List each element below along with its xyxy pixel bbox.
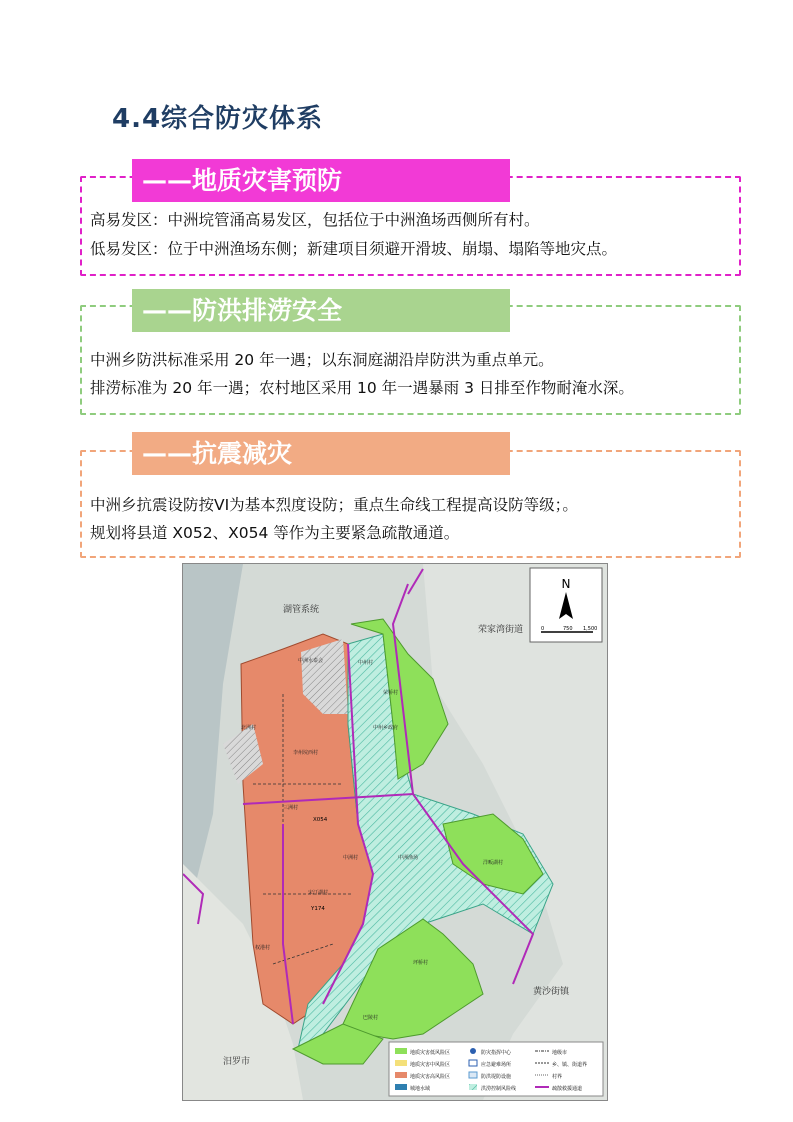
legend-label: 应急避难场所 [481,1062,512,1068]
village-label: 洋畈湖村 [483,860,504,866]
north-label: N [561,577,571,591]
place-rongjiawan: 荣家湾街道 [478,625,524,635]
village-label: 宋汀湖村 [308,890,329,896]
quake-heading: ——抗震减灾 [132,432,510,475]
legend-label: 乡、镇、街道界 [552,1062,588,1068]
map-legend [389,1042,603,1096]
village-label: 权港村 [255,945,271,951]
village-label: 北洲村 [241,725,257,731]
village-label: 中洲村 [343,855,359,861]
quake-line-1: 中洲乡抗震设防按VI为基本烈度设防；重点生命线工程提高设防等级；。 [90,496,578,514]
road-label-x054: X054 [313,817,328,823]
road-label-y174: Y174 [311,906,325,912]
village-label: 巴陵村 [363,1015,379,1021]
hazard-line-1: 高易发区：中洲垸管涌高易发区，包括位于中洲渔场西侧所有村。 [90,211,540,229]
place-miluo: 汨罗市 [223,1057,251,1067]
village-label: 李州垸西村 [293,750,319,756]
flood-heading: ——防洪排涝安全 [132,289,510,332]
village-label: 中州乡政府 [373,725,399,731]
section-title: 4.4综合防灾体系 [112,104,324,134]
disaster-map [182,563,608,1101]
flood-line-2: 排涝标准为 20 年一遇；农村地区采用 10 年一遇暴雨 3 日排至作物耐淹水深。 [90,379,634,397]
legend-swatch [395,1084,407,1090]
legend-label: 城地水域 [410,1086,431,1092]
legend-label: 防灾指挥中心 [481,1050,512,1056]
flood-facility-icon [469,1072,477,1078]
legend-label: 地质灾害中风险区 [410,1062,451,1068]
legend-swatch [395,1048,407,1054]
village-label: 坪桥村 [413,960,429,966]
place-huangsha: 黄沙街镇 [533,987,570,997]
hazard-heading: ——地质灾害预防 [132,159,510,202]
legend-label: 村界 [552,1074,563,1080]
legend-label: 疏散救援通道 [552,1086,583,1092]
command-center-icon [470,1048,476,1054]
village-label: 中洲水泰会 [298,658,324,664]
village-label: 荣桥村 [383,690,399,696]
scale-0: 0 [541,626,545,632]
flood-line-1: 中洲乡防洪标准采用 20 年一遇；以东洞庭湖沿岸防洪为重点单元。 [90,351,554,369]
legend-label: 防洪堤防设施 [481,1074,512,1080]
legend-label: 地质灾害低风险区 [410,1050,451,1056]
legend-label: 洪涝控制风险线 [481,1086,517,1092]
hazard-line-2: 低易发区：位于中洲渔场东侧；新建项目须避开滑坡、崩塌、塌陷等地灾点。 [90,240,618,258]
flood-line-icon [469,1084,477,1090]
legend-label: 地质灾害高风险区 [410,1074,451,1080]
legend-swatch [395,1060,407,1066]
legend-swatch [395,1072,407,1078]
scale-750: 750 [563,626,573,632]
place-lake: 湖管系统 [283,605,320,615]
village-label: 中州村 [358,660,374,666]
scale-1500: 1,500 [583,626,598,632]
quake-line-2: 规划将县道 X052、X054 等作为主要紧急疏散通道。 [90,524,460,542]
legend-label: 地级市 [552,1050,568,1056]
village-label: 三洲村 [283,805,299,811]
village-label: 中洲渔场 [398,855,419,861]
